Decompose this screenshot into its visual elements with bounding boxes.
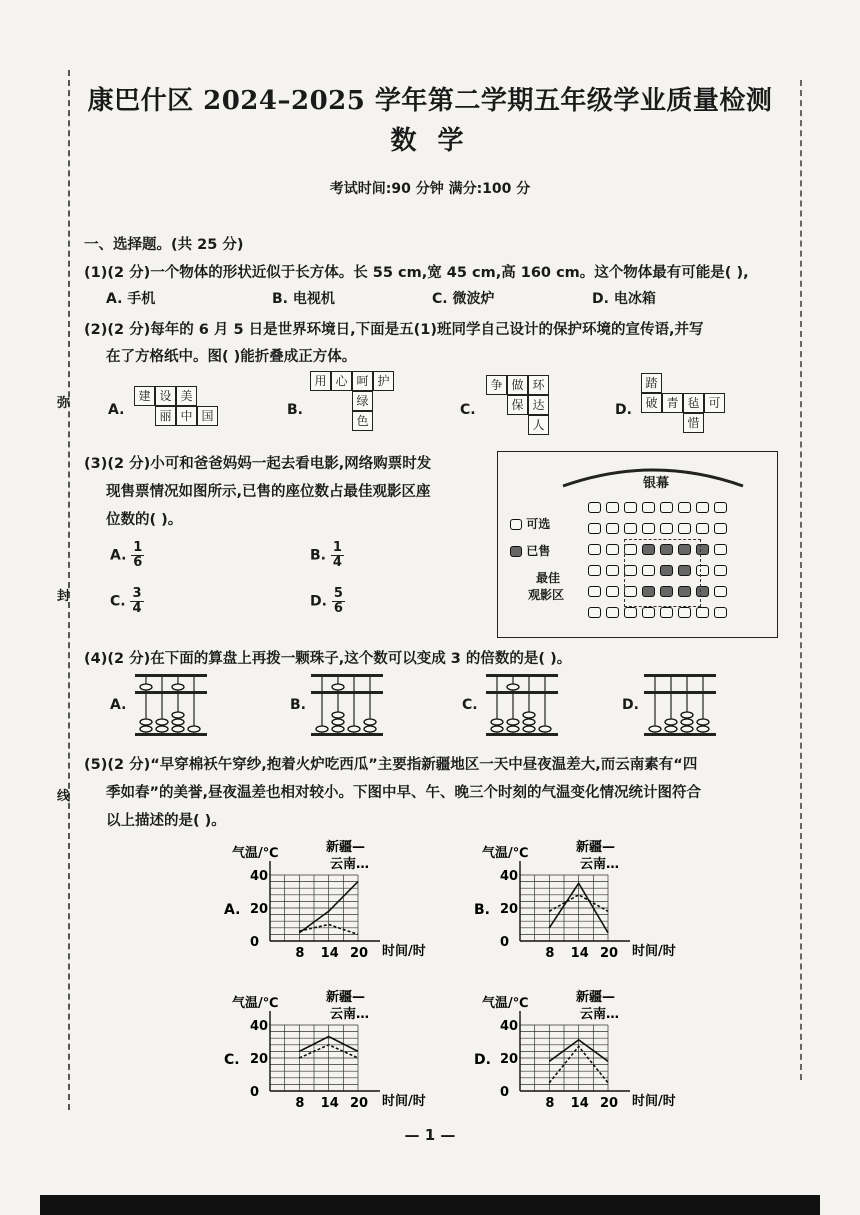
seat: [696, 502, 709, 513]
legend-xinjiang: 新疆—: [326, 840, 366, 855]
q3-stem-line2: 现售票情况如图所示,已售的座位数占最佳观影区座: [106, 484, 431, 500]
q4-label-c[interactable]: C.: [462, 697, 478, 713]
y-tick-label: 40: [500, 869, 519, 884]
option-letter: D.: [310, 593, 327, 610]
seat: [660, 523, 673, 534]
numerator: 1: [133, 540, 143, 555]
q2-stem-line1: (2)(2 分)每年的 6 月 5 日是世界环境日,下面是五(1)班同学自己设计的保护环境的宣传语,并写: [84, 322, 704, 338]
seat: [642, 607, 655, 618]
seat: [624, 607, 637, 618]
fraction: [131, 541, 144, 570]
y-tick-label: 20: [250, 902, 269, 917]
option-letter: B.: [310, 547, 326, 564]
x-tick-label: 20: [600, 946, 619, 961]
q2-label-b[interactable]: B.: [287, 402, 303, 418]
seat: [696, 523, 709, 534]
margin-mark-feng: 封: [57, 589, 71, 604]
q1-option-c[interactable]: C. 微波炉: [432, 291, 495, 307]
net-cell: 色: [352, 411, 373, 431]
fraction: [331, 541, 344, 570]
denominator: 6: [133, 555, 143, 570]
x-axis-label: 时间/时: [632, 1094, 676, 1109]
x-axis-label: 时间/时: [382, 1094, 426, 1109]
abacus-d[interactable]: [643, 673, 717, 737]
x-tick-label: 14: [570, 946, 589, 961]
y-axis-label: 气温/℃: [232, 996, 279, 1011]
net-cell: 环: [528, 375, 549, 395]
net-cell: 丽: [155, 406, 176, 426]
cinema-seat-map: [497, 451, 778, 638]
denominator: 6: [333, 601, 343, 616]
net-cell: 保: [507, 395, 528, 415]
seat: [660, 607, 673, 618]
abacus-a[interactable]: [134, 673, 208, 737]
q5-stem-line2: 季如春”的美誉,昼夜温差也相对较小。下图中早、午、晚三个时刻的气温变化情况统计图符合: [106, 785, 702, 801]
seat: [588, 565, 601, 576]
fraction: [332, 587, 345, 616]
y-tick-label: 20: [500, 902, 519, 917]
y-tick-label: 20: [250, 1052, 269, 1067]
numerator: 3: [132, 586, 142, 601]
q3-option-a[interactable]: [110, 541, 144, 570]
q2-label-c[interactable]: C.: [460, 402, 476, 418]
seat: [714, 502, 727, 513]
exam-title: 康巴什区 2024–2025 学年第二学期五年级学业质量检测: [87, 86, 773, 116]
y-tick-label: 0: [250, 1085, 260, 1100]
fraction: [130, 587, 143, 616]
section-heading: 一、选择题。(共 25 分): [84, 237, 244, 253]
q4-label-b[interactable]: B.: [290, 697, 306, 713]
option-letter: A.: [110, 547, 127, 564]
chart-option-label[interactable]: C.: [224, 1052, 240, 1068]
x-axis-label: 时间/时: [382, 944, 426, 959]
y-axis-label: 气温/℃: [482, 846, 529, 861]
scan-edge-bar: [40, 1195, 820, 1215]
q5-stem-line3: 以上描述的是( )。: [106, 813, 226, 829]
page-number: — 1 —: [404, 1126, 456, 1144]
net-cell: 呵: [352, 371, 373, 391]
seat: [588, 607, 601, 618]
net-cell: 做: [507, 375, 528, 395]
x-tick-label: 8: [295, 1096, 305, 1111]
best-viewing-zone: [624, 539, 701, 607]
x-tick-label: 14: [320, 1096, 339, 1111]
q1-option-a[interactable]: A. 手机: [106, 291, 156, 307]
net-cell: 绿: [352, 391, 373, 411]
x-tick-label: 20: [350, 1096, 369, 1111]
seat: [714, 523, 727, 534]
legend-best2: 观影区: [528, 588, 565, 602]
seat: [624, 502, 637, 513]
net-cell: 建: [134, 386, 155, 406]
net-cell: 争: [486, 375, 507, 395]
x-tick-label: 14: [570, 1096, 589, 1111]
net-cell: 护: [373, 371, 394, 391]
seat: [588, 502, 601, 513]
legend-yunnan: 云南…: [330, 1007, 370, 1022]
seat: [588, 523, 601, 534]
seat: [678, 502, 691, 513]
legend-available: [510, 515, 550, 532]
screen-label: 银幕: [643, 476, 670, 491]
seat: [606, 544, 619, 555]
q3-stem-line1: (3)(2 分)小可和爸爸妈妈一起去看电影,网络购票时发: [84, 456, 432, 472]
x-axis-label: 时间/时: [632, 944, 676, 959]
legend-yunnan: 云南…: [330, 857, 370, 872]
y-tick-label: 40: [500, 1019, 519, 1034]
net-cell: 心: [331, 371, 352, 391]
net-cell: 踏: [641, 373, 662, 393]
chart-option-label[interactable]: A.: [224, 902, 241, 918]
net-cell: 破: [641, 393, 662, 413]
seat: [606, 607, 619, 618]
q1-option-d[interactable]: D. 电冰箱: [592, 291, 656, 307]
seat: [696, 607, 709, 618]
exam-info: 考试时间:90 分钟 满分:100 分: [329, 181, 531, 197]
net-cell: 用: [310, 371, 331, 391]
net-cell: 青: [662, 393, 683, 413]
seat: [714, 544, 727, 555]
y-tick-label: 20: [500, 1052, 519, 1067]
net-cell: 设: [155, 386, 176, 406]
q3-option-b[interactable]: [310, 541, 344, 570]
abacus-c[interactable]: [485, 673, 559, 737]
denominator: 4: [332, 555, 342, 570]
seat: [624, 523, 637, 534]
y-tick-label: 40: [250, 869, 269, 884]
q2-stem-line2: 在了方格纸中。图( )能折叠成正方体。: [106, 349, 357, 365]
legend-xinjiang: 新疆—: [576, 990, 616, 1005]
denominator: 4: [132, 601, 142, 616]
numerator: 1: [332, 540, 342, 555]
seat: [606, 565, 619, 576]
net-cell: 人: [528, 415, 549, 435]
legend-available-label: 可选: [526, 517, 551, 531]
y-tick-label: 0: [500, 1085, 510, 1100]
abacus-b[interactable]: [310, 673, 384, 737]
net-cell: 美: [176, 386, 197, 406]
q2-label-a[interactable]: A.: [108, 402, 125, 418]
chart-option-label[interactable]: D.: [474, 1052, 491, 1068]
x-tick-label: 20: [600, 1096, 619, 1111]
seat: [678, 607, 691, 618]
y-tick-label: 0: [250, 935, 260, 950]
temperature-charts: [0, 830, 860, 1120]
seat: [678, 523, 691, 534]
seat: [660, 502, 673, 513]
seat: [606, 586, 619, 597]
seat: [588, 586, 601, 597]
legend-xinjiang: 新疆—: [576, 840, 616, 855]
seat: [714, 565, 727, 576]
net-cell: 可: [704, 393, 725, 413]
q3-stem-line3: 位数的( )。: [106, 512, 183, 528]
seat: [642, 502, 655, 513]
legend-yunnan: 云南…: [580, 1007, 620, 1022]
y-axis-label: 气温/℃: [232, 846, 279, 861]
q2-label-d[interactable]: D.: [615, 402, 632, 418]
legend-sold: [510, 542, 550, 559]
q1-stem: (1)(2 分)一个物体的形状近似于长方体。长 55 cm,宽 45 cm,高 160 cm。这个物体最有可能是( ),: [84, 265, 749, 281]
q4-label-a[interactable]: A.: [110, 697, 127, 713]
legend-sold-label: 已售: [526, 544, 551, 558]
margin-mark-xian: 线: [57, 789, 71, 804]
x-tick-label: 14: [320, 946, 339, 961]
numerator: 5: [333, 586, 343, 601]
seat: [588, 544, 601, 555]
q3-option-c[interactable]: [110, 587, 144, 616]
seat: [714, 607, 727, 618]
net-cell: 惜: [683, 413, 704, 433]
subject-title: 数 学: [390, 126, 470, 156]
legend-best1: 最佳: [536, 571, 561, 585]
seat: [606, 523, 619, 534]
option-letter: C.: [110, 593, 126, 610]
q5-stem-line1: (5)(2 分)“早穿棉袄午穿纱,抱着火炉吃西瓜”主要指新疆地区一天中昼夜温差大,而云南素有“四: [84, 757, 698, 773]
x-tick-label: 20: [350, 946, 369, 961]
seat: [714, 586, 727, 597]
y-tick-label: 40: [250, 1019, 269, 1034]
q1-option-b[interactable]: B. 电视机: [272, 291, 335, 307]
net-cell: 达: [528, 395, 549, 415]
net-cell: 国: [197, 406, 218, 426]
legend-xinjiang: 新疆—: [326, 990, 366, 1005]
x-tick-label: 8: [545, 946, 555, 961]
net-cell: 中: [176, 406, 197, 426]
q3-option-d[interactable]: [310, 587, 345, 616]
y-tick-label: 0: [500, 935, 510, 950]
net-cell: 毡: [683, 393, 704, 413]
x-tick-label: 8: [295, 946, 305, 961]
legend-yunnan: 云南…: [580, 857, 620, 872]
margin-mark-mi: 弥: [57, 396, 71, 411]
x-tick-label: 8: [545, 1096, 555, 1111]
chart-option-label[interactable]: B.: [474, 902, 490, 918]
seat: [642, 523, 655, 534]
q4-stem: (4)(2 分)在下面的算盘上再拨一颗珠子,这个数可以变成 3 的倍数的是( )。: [84, 651, 572, 667]
y-axis-label: 气温/℃: [482, 996, 529, 1011]
seat: [606, 502, 619, 513]
q4-label-d[interactable]: D.: [622, 697, 639, 713]
